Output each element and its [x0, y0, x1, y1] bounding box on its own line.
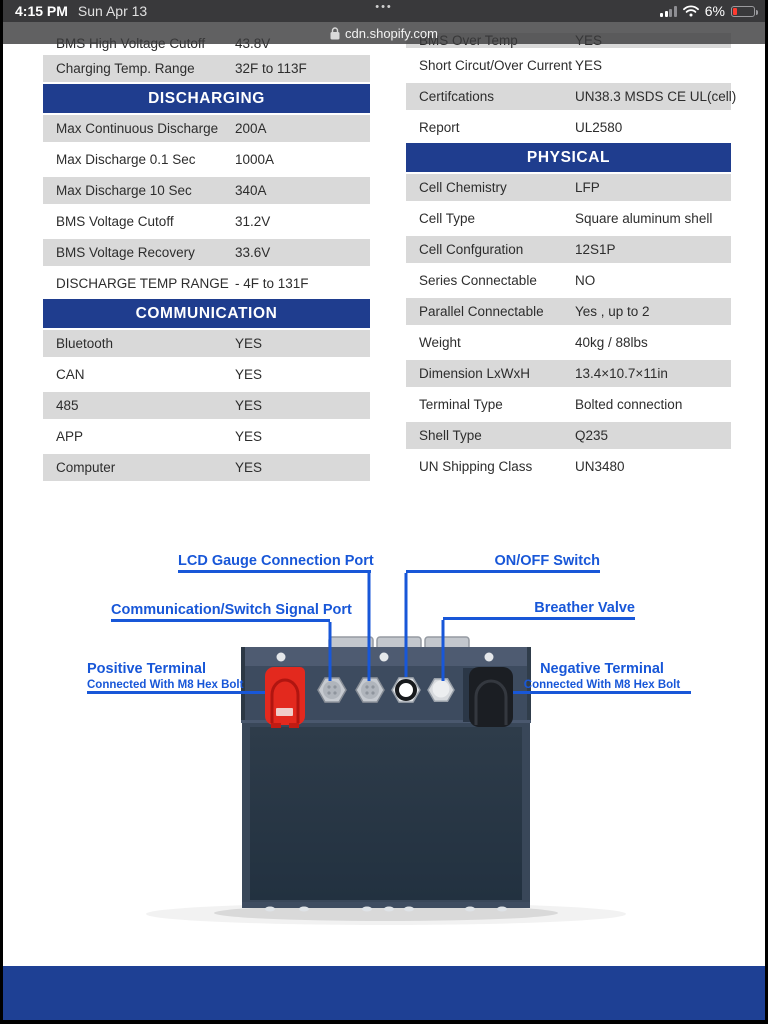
spec-value: 40kg / 88lbs — [575, 335, 648, 350]
battery-percent: 6% — [704, 3, 725, 19]
page — [3, 0, 765, 1020]
spec-label: CAN — [56, 367, 85, 382]
spec-value: YES — [235, 429, 263, 444]
table-row — [43, 268, 370, 299]
negative-terminal-subtitle: Connected With M8 Hex Bolt — [523, 679, 681, 691]
positive-terminal-cover — [265, 667, 305, 728]
wifi-icon — [683, 5, 699, 17]
table-row — [43, 144, 370, 175]
table-row — [43, 206, 370, 237]
spec-label: APP — [56, 429, 84, 444]
spec-label: Cell Chemistry — [419, 180, 507, 195]
table-row — [43, 328, 370, 359]
table-row — [43, 237, 370, 268]
spec-label: 485 — [56, 398, 79, 413]
spec-value: UN3480 — [575, 459, 625, 474]
spec-label: Cell Type — [419, 211, 476, 226]
spec-value: 12S1P — [575, 242, 616, 257]
spec-label: DISCHARGE TEMP RANGE — [56, 276, 229, 291]
spec-value: 32F to 113F — [235, 61, 307, 76]
spec-label: Terminal Type — [419, 397, 503, 412]
spec-label: Max Discharge 0.1 Sec — [56, 152, 196, 167]
table-row — [43, 452, 370, 483]
table-row — [406, 50, 731, 81]
spec-value: 1000A — [235, 152, 275, 167]
table-row — [43, 390, 370, 421]
battery-diagram — [3, 540, 765, 966]
table-row — [406, 420, 731, 451]
negative-terminal-title: Negative Terminal — [540, 661, 664, 677]
url-bar[interactable] — [3, 22, 765, 44]
spec-label: Max Discharge 10 Sec — [56, 183, 192, 198]
spec-label: Dimension LxWxH — [419, 366, 531, 381]
table-row — [406, 203, 731, 234]
communication-port-label: Communication/Switch Signal Port — [111, 601, 330, 622]
clock-label: 4:15 PM — [15, 3, 68, 19]
spec-value: NO — [575, 273, 596, 288]
spec-table-left — [43, 33, 370, 483]
table-row — [43, 113, 370, 144]
table-row — [406, 296, 731, 327]
table-row — [406, 358, 731, 389]
spec-label: BMS Voltage Cutoff — [56, 214, 174, 229]
status-bar — [3, 0, 765, 44]
lcd-gauge-port-label: LCD Gauge Connection Port — [178, 552, 371, 573]
spec-value: YES — [575, 58, 603, 73]
table-row — [406, 81, 737, 112]
spec-table-right — [406, 31, 737, 482]
spec-label: Parallel Connectable — [419, 304, 544, 319]
spec-label: Weight — [419, 335, 461, 350]
positive-terminal-subtitle: Connected With M8 Hex Bolt — [87, 679, 244, 691]
spec-value: UL2580 — [575, 120, 623, 135]
negative-terminal-cover — [463, 667, 513, 727]
spec-value: 13.4×10.7×11in — [575, 366, 668, 381]
spec-value: 200A — [235, 121, 267, 136]
spec-value: Yes , up to 2 — [575, 304, 650, 319]
positive-terminal-label — [87, 660, 265, 694]
url-text: cdn.shopify.com — [345, 25, 438, 41]
spec-value: YES — [235, 398, 263, 413]
spec-label: Certifcations — [419, 89, 495, 104]
spec-value: YES — [235, 460, 263, 475]
spec-label: Short Circut/Over Current — [419, 58, 573, 73]
spec-label: Charging Temp. Range — [56, 61, 195, 76]
positive-terminal-title: Positive Terminal — [87, 661, 206, 677]
battery-icon — [731, 6, 755, 17]
table-row — [406, 327, 731, 358]
table-row — [406, 112, 731, 143]
spec-value: LFP — [575, 180, 600, 195]
table-row — [43, 175, 370, 206]
section-header-discharging: DISCHARGING — [43, 84, 370, 113]
breather-valve-port — [428, 679, 454, 702]
spec-label: Bluetooth — [56, 336, 114, 351]
table-row — [406, 451, 731, 482]
spec-value: UN38.3 MSDS CE UL(cell) — [575, 89, 737, 104]
section-header-physical: PHYSICAL — [406, 143, 731, 172]
spec-label: Cell Confguration — [419, 242, 524, 257]
table-row — [43, 359, 370, 390]
spec-value: YES — [235, 336, 263, 351]
negative-terminal-label — [513, 660, 691, 694]
cellular-signal-icon — [660, 6, 677, 17]
breather-valve-label: Breather Valve — [443, 599, 635, 620]
status-bar-top-row — [3, 0, 765, 22]
menu-dots-icon: ••• — [375, 1, 393, 13]
spec-value: 340A — [235, 183, 267, 198]
onoff-switch-label: ON/OFF Switch — [406, 552, 600, 573]
spec-label: Max Continuous Discharge — [56, 121, 219, 136]
table-row — [43, 53, 370, 84]
date-label: Sun Apr 13 — [77, 3, 148, 19]
spec-value: YES — [235, 367, 263, 382]
table-row — [406, 265, 731, 296]
footer-band — [3, 966, 765, 1020]
table-row — [406, 172, 731, 203]
spec-value: - 4F to 131F — [235, 276, 309, 291]
spec-label: UN Shipping Class — [419, 459, 533, 474]
spec-value: Bolted connection — [575, 397, 683, 412]
section-header-communication: COMMUNICATION — [43, 299, 370, 328]
spec-value: Square aluminum shell — [575, 211, 713, 226]
hex-port-lcd-gauge — [356, 678, 384, 702]
spec-value: Q235 — [575, 428, 609, 443]
onoff-switch-port — [392, 678, 420, 702]
hex-port-communication — [318, 678, 346, 702]
table-row — [406, 389, 731, 420]
spec-value: 33.6V — [235, 245, 271, 260]
spec-label: Computer — [56, 460, 116, 475]
spec-label: Report — [419, 120, 460, 135]
table-row — [43, 421, 370, 452]
spec-label: Series Connectable — [419, 273, 537, 288]
spec-label: BMS Voltage Recovery — [56, 245, 195, 260]
spec-label: Shell Type — [419, 428, 482, 443]
table-row — [406, 234, 731, 265]
spec-value: 31.2V — [235, 214, 271, 229]
lock-icon — [330, 27, 340, 40]
